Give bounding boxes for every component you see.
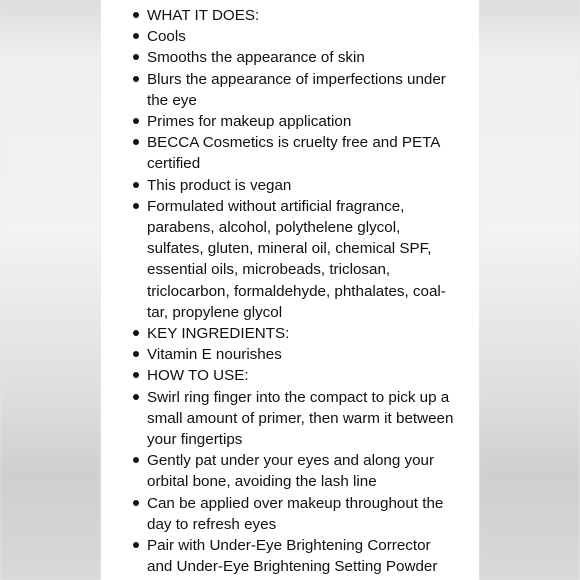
list-item: Can be applied over makeup throughout the day to refresh eyes	[133, 493, 455, 535]
list-item: Smooths the appearance of skin	[133, 47, 455, 68]
list-item: Vitamin E nourishes	[133, 344, 455, 365]
list-item: Pair with Under-Eye Brightening Corrector and Under-Eye Brightening Setting Powder	[133, 535, 455, 577]
list-item: Blurs the appearance of imperfections under the eye	[133, 69, 455, 111]
blurred-background-left	[0, 0, 101, 580]
product-description-panel	[101, 0, 479, 580]
list-item: Cools	[133, 26, 455, 47]
blurred-background-right	[479, 0, 580, 580]
list-item: Formulated without artificial fragrance, parabens, alcohol, polythelene glycol, sulfates, gluten, mineral oil, chemical SPF, essential oils, microbeads, triclosan, triclocarbon, formaldehyde, phthalates, coal-tar, propylene glycol	[133, 196, 455, 323]
product-details-list	[133, 5, 455, 577]
list-item: KEY INGREDIENTS:	[133, 323, 455, 344]
list-item: Gently pat under your eyes and along your orbital bone, avoiding the lash line	[133, 450, 455, 492]
list-item: This product is vegan	[133, 175, 455, 196]
list-item: WHAT IT DOES:	[133, 5, 455, 26]
list-item: HOW TO USE:	[133, 365, 455, 386]
list-item: Swirl ring finger into the compact to pick up a small amount of primer, then warm it between your fingertips	[133, 387, 455, 451]
list-item: Primes for makeup application	[133, 111, 455, 132]
list-item: BECCA Cosmetics is cruelty free and PETA certified	[133, 132, 455, 174]
